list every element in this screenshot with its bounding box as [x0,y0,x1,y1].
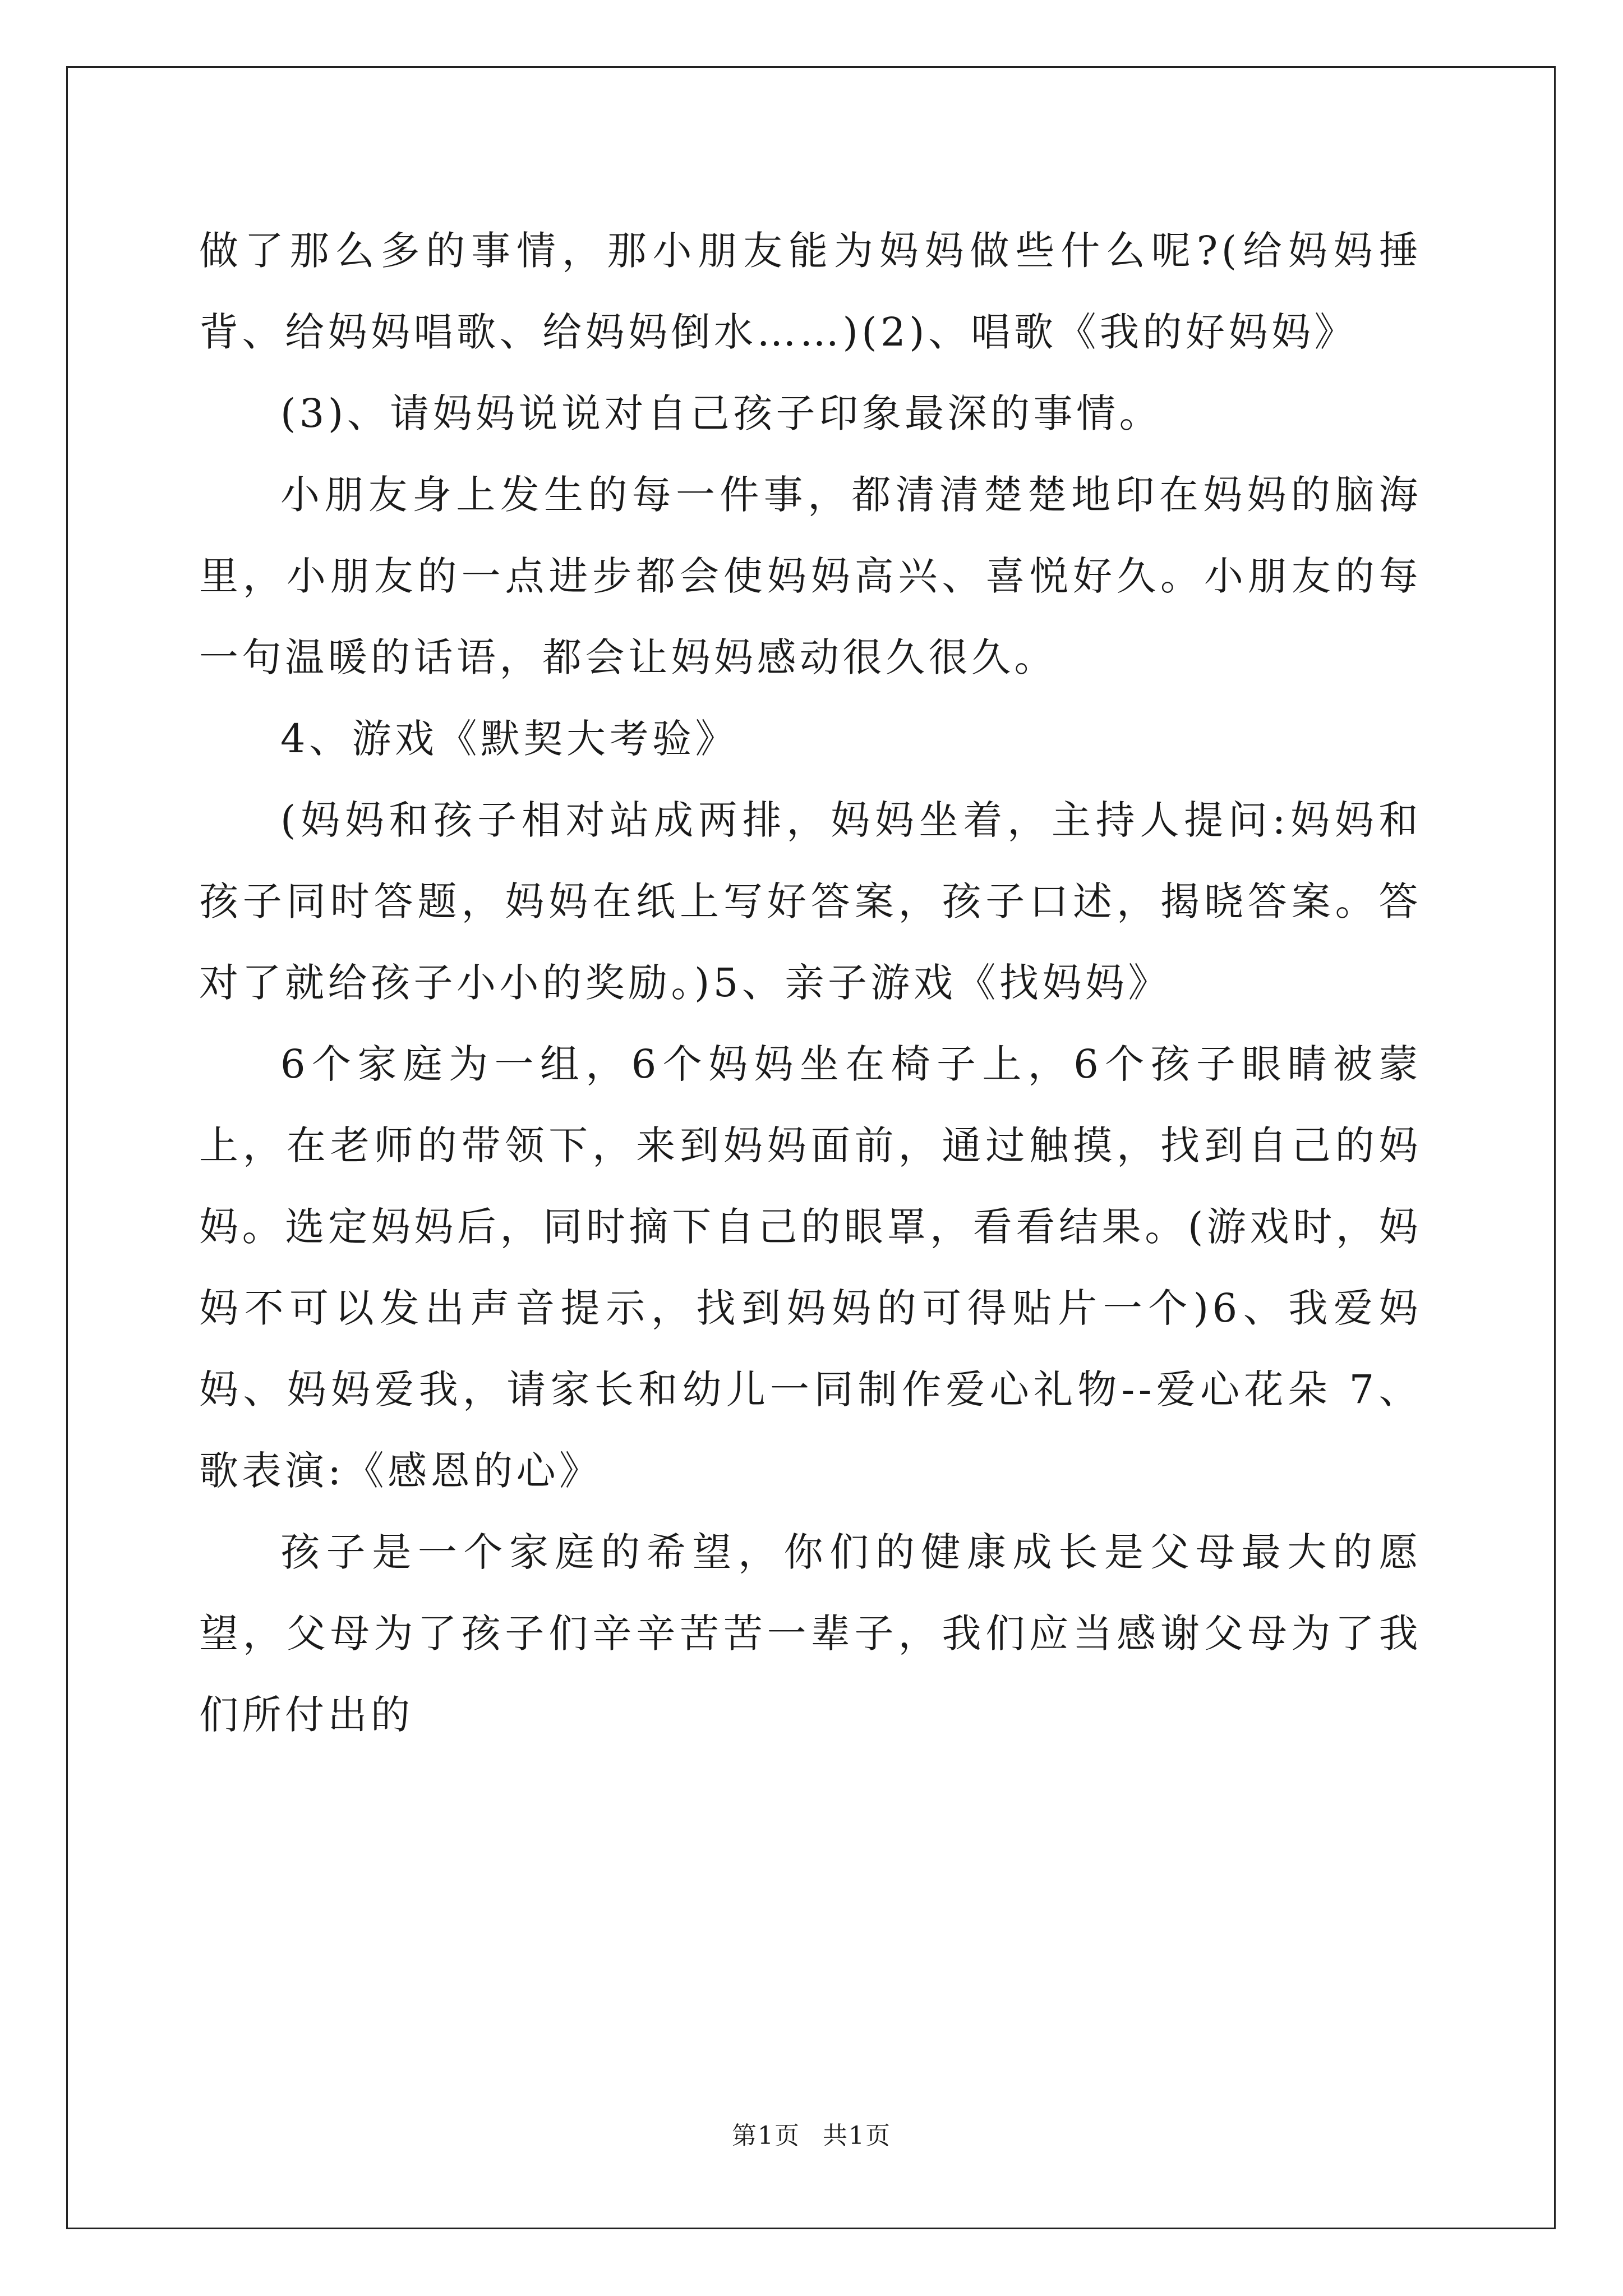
page-footer [0,2119,1623,2153]
paragraph: 孩子是一个家庭的希望，你们的健康成长是父母最大的愿望，父母为了孩子们辛辛苦苦一辈子，我们应当感谢父母为了我们所付出的 [199,1529,1422,1738]
paragraph: (3)、请妈妈说说对自己孩子印象最深的事情。 [280,390,1163,436]
paragraph-continuation: 做了那么多的事情，那小朋友能为妈妈做些什么呢?(给妈妈捶背、给妈妈唱歌、给妈妈倒水……)(2)、唱歌《我的好妈妈》 [199,228,1422,355]
document-body [199,210,1422,1756]
paragraph: 小朋友身上发生的每一件事，都清清楚楚地印在妈妈的脑海里，小朋友的一点进步都会使妈妈高兴、喜悦好久。小朋友的每一句温暖的话语，都会让妈妈感动很久很久。 [199,472,1422,680]
paragraph: 6个家庭为一组，6个妈妈坐在椅子上，6个孩子眼睛被蒙上，在老师的带领下，来到妈妈面前，通过触摸，找到自己的妈妈。选定妈妈后，同时摘下自己的眼罩，看看结果。(游戏时，妈妈不可以发出声音提示，找到妈妈的可得贴片一个)6、我爱妈妈、妈妈爱我，请家长和幼儿一同制作爱心礼物--爱心花朵 7、歌表演:《感恩的心》 [199,1041,1422,1494]
page-number: 第1页 [732,2122,800,2150]
paragraph-heading: 4、游戏《默契大考验》 [280,716,739,762]
paragraph: (妈妈和孩子相对站成两排，妈妈坐着，主持人提问:妈妈和孩子同时答题，妈妈在纸上写好答案，孩子口述，揭晓答案。答对了就给孩子小小的奖励。)5、亲子游戏《找妈妈》 [199,797,1422,1006]
page-total: 共1页 [823,2122,891,2150]
